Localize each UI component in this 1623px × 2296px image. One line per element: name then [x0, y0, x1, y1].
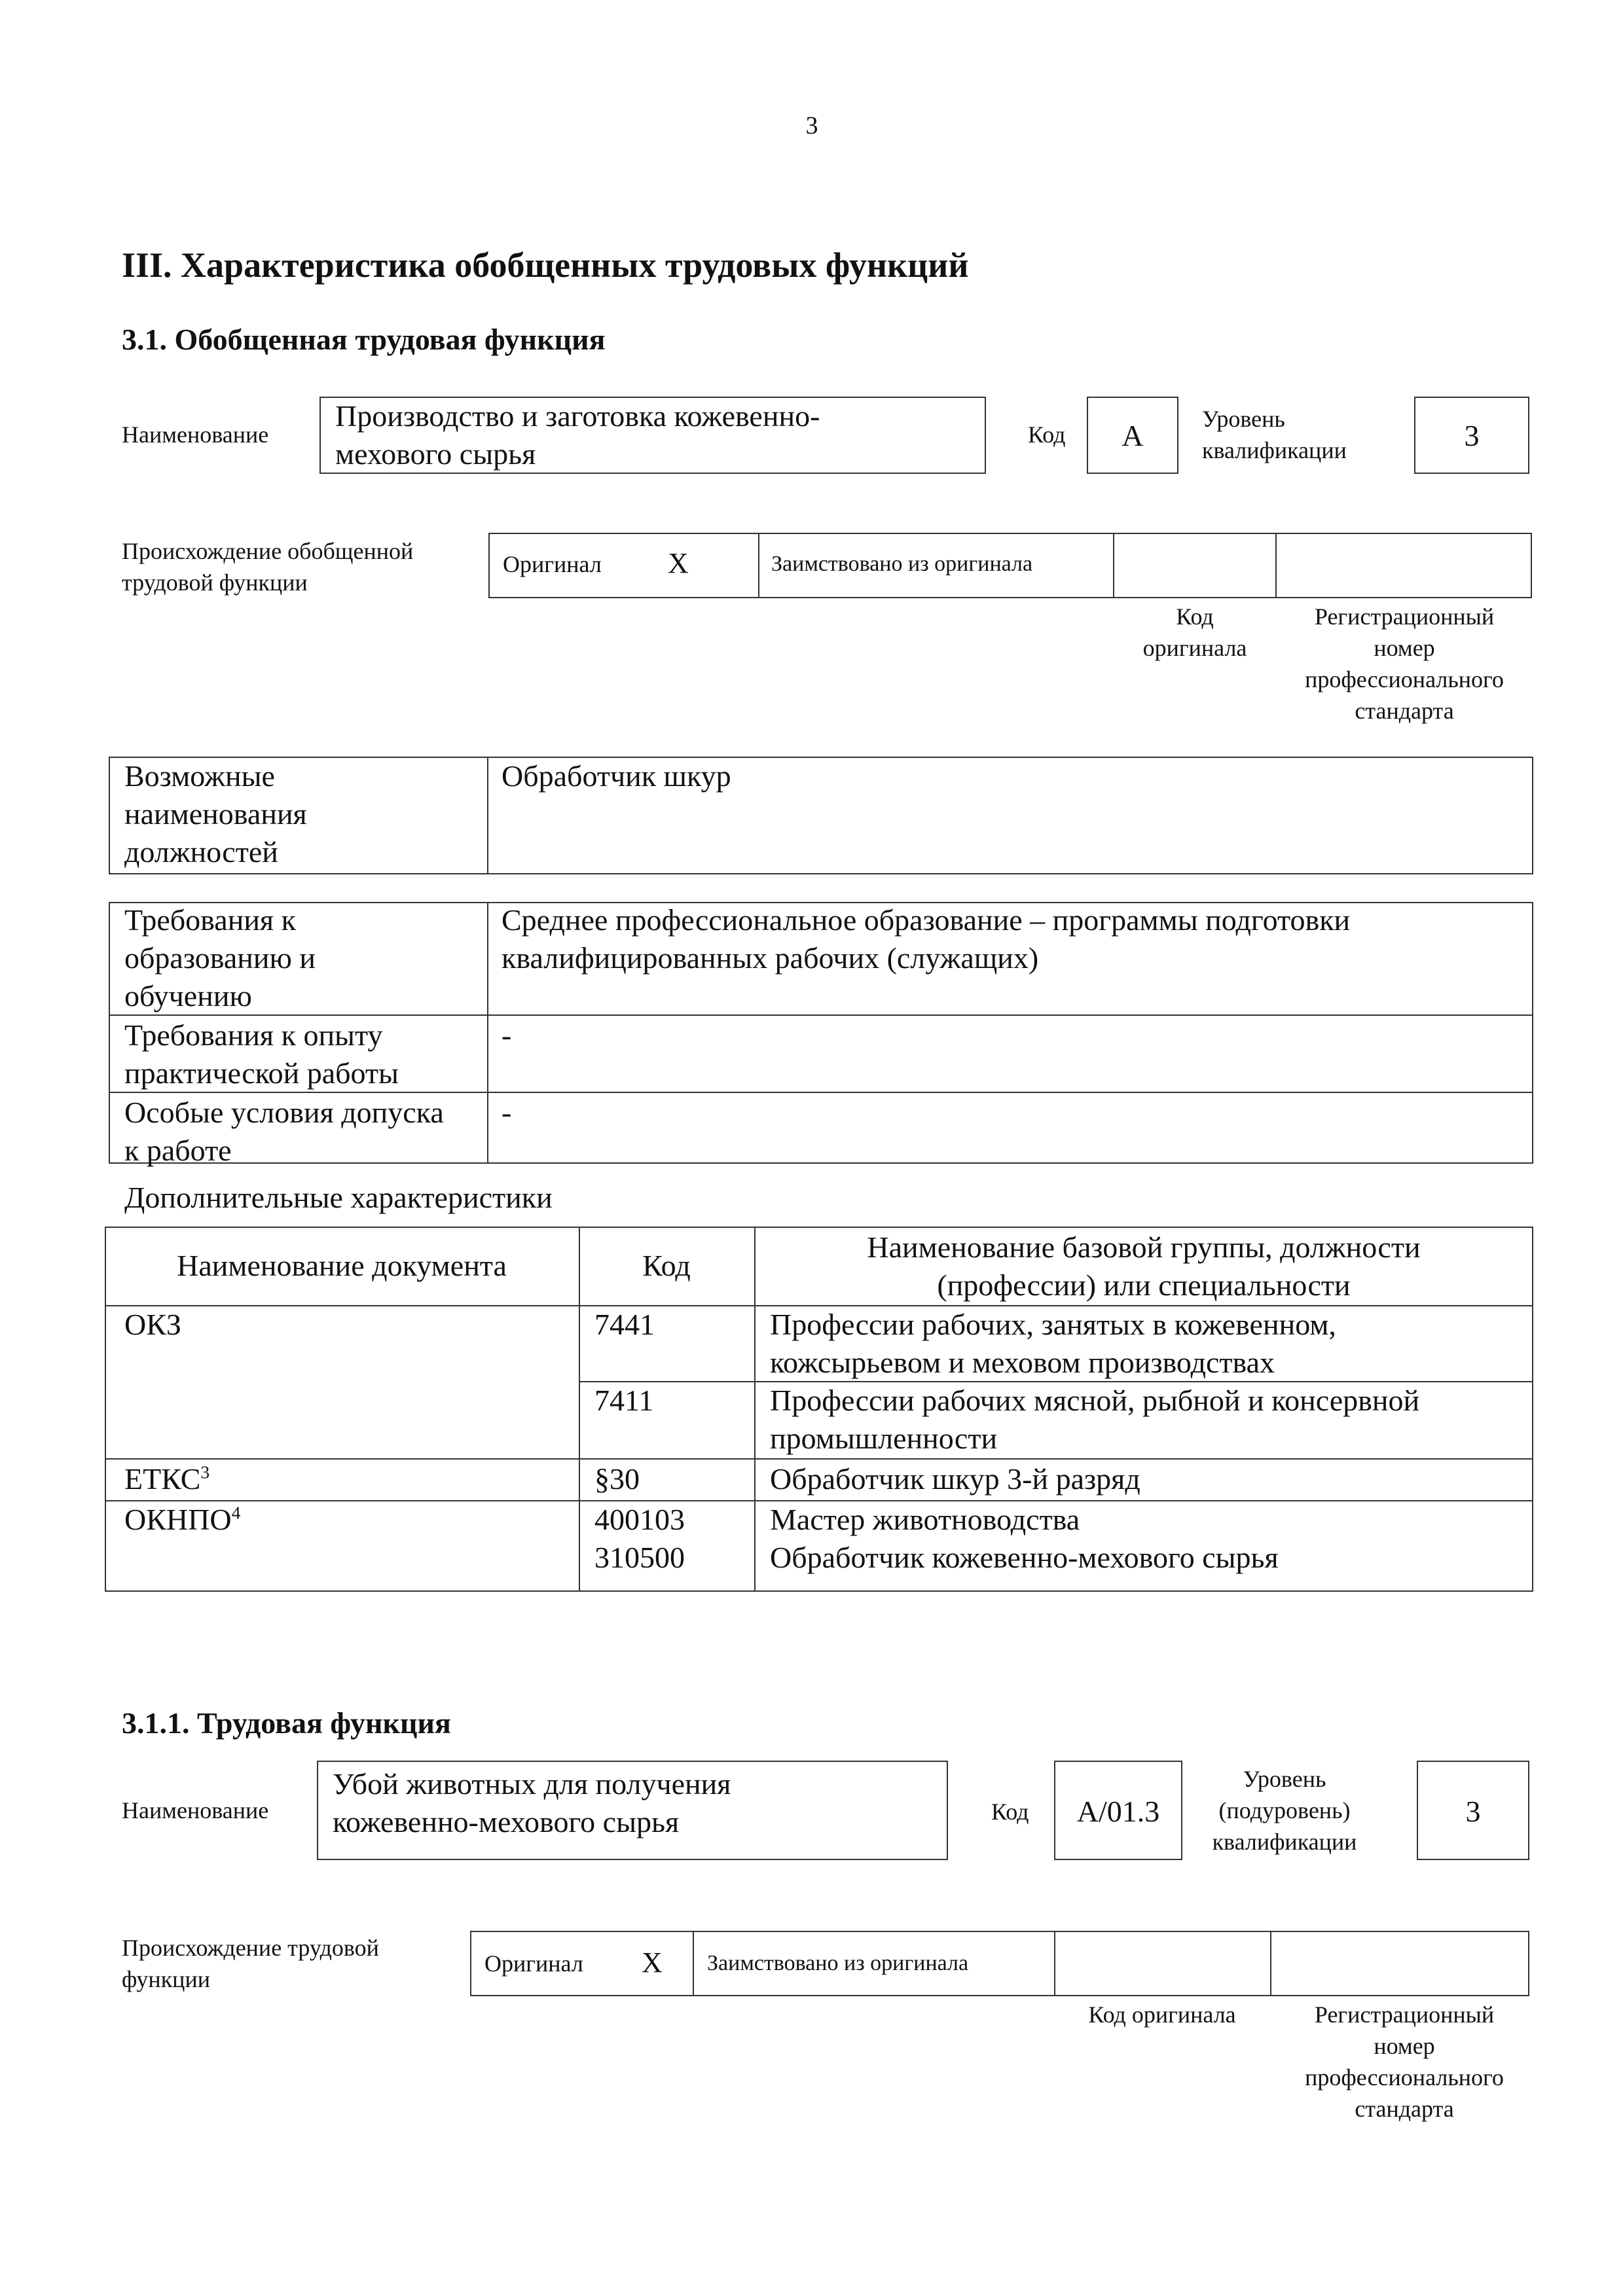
oknpo-name-1: Мастер животноводства — [770, 1503, 1080, 1536]
tf-reg-3: профессионального — [1305, 2064, 1504, 2090]
etks-code: §30 — [594, 1462, 640, 1496]
gtf-reg-2: номер — [1374, 635, 1435, 661]
positions-label-3: должностей — [124, 835, 278, 869]
oknpo-code-2: 310500 — [594, 1541, 685, 1574]
okz-name-2-line2: промышленности — [770, 1422, 998, 1455]
positions-label-1: Возможные — [124, 759, 275, 793]
edu-label-2: образованию и — [124, 941, 316, 975]
exp-value: - — [501, 1018, 512, 1052]
tf-heading: 3.1.1. Трудовая функция — [122, 1706, 451, 1740]
tf-level-label-3: квалификации — [1212, 1829, 1357, 1855]
edu-label-3: обучению — [124, 979, 252, 1013]
okz-name-1-line1: Профессии рабочих, занятых в кожевенном, — [770, 1308, 1336, 1341]
oknpo-code-1: 400103 — [594, 1503, 685, 1536]
gtf-code-value: A — [1122, 419, 1144, 452]
edu-value-2: квалифицированных рабочих (служащих) — [501, 941, 1039, 975]
edu-value-1: Среднее профессиональное образование – программы подготовки — [501, 903, 1351, 937]
tf-origin-table — [470, 1931, 1529, 1996]
positions-label-2: наименования — [124, 797, 307, 831]
gtf-reg-4: стандарта — [1355, 698, 1454, 724]
tf-level-label-1: Уровень — [1243, 1766, 1326, 1792]
okz-name-1-line2: кожсырьевом и меховом производствах — [770, 1346, 1275, 1379]
okz-code-1: 7441 — [594, 1308, 655, 1341]
tf-borrowed-label: Заимствовано из оригинала — [707, 1951, 969, 1975]
gtf-name-line2: мехового сырья — [335, 437, 536, 471]
gtf-name-label: Наименование — [122, 422, 269, 448]
tf-name-line2: кожевенно-мехового сырья — [333, 1805, 680, 1839]
oknpo-name-2: Обработчик кожевенно-мехового сырья — [770, 1541, 1279, 1574]
tf-reg-1: Регистрационный — [1314, 2001, 1495, 2028]
tf-code-original: Код оригинала — [1088, 2001, 1236, 2028]
tf-code-value: A/01.3 — [1076, 1795, 1160, 1828]
gtf-level-value: 3 — [1464, 419, 1480, 452]
gtf-original-mark: X — [668, 547, 689, 579]
cond-value: - — [501, 1096, 512, 1129]
gtf-code-original-2: оригинала — [1142, 635, 1247, 661]
tf-reg-4: стандарта — [1355, 2096, 1454, 2122]
exp-label-2: практической работы — [124, 1056, 399, 1090]
gtf-level-label-2: квалификации — [1202, 437, 1347, 463]
gtf-reg-1: Регистрационный — [1314, 603, 1495, 630]
additional-title: Дополнительные характеристики — [124, 1181, 553, 1214]
gtf-name-line1: Производство и заготовка кожевенно- — [335, 399, 820, 433]
tf-reg-2: номер — [1374, 2033, 1435, 2059]
gtf-level-label-1: Уровень — [1202, 406, 1285, 432]
exp-label-1: Требования к опыту — [124, 1018, 383, 1052]
gtf-original-label: Оригинал — [503, 551, 602, 577]
oknpo-text: ОКНПО — [124, 1503, 232, 1536]
gtf-code-original-1: Код — [1176, 603, 1214, 630]
tf-level-label-2: (подуровень) — [1218, 1797, 1351, 1823]
cond-label-2: к работе — [124, 1134, 232, 1167]
okz-code-2: 7411 — [594, 1384, 654, 1417]
col-name-header-1: Наименование базовой группы, должности — [867, 1230, 1421, 1264]
gtf-code-label: Код — [1028, 422, 1066, 448]
col-name-header-2: (профессии) или специальности — [937, 1268, 1351, 1302]
tf-level-value: 3 — [1465, 1795, 1481, 1828]
etks-text: ЕТКС — [124, 1462, 201, 1496]
tf-original-label: Оригинал — [484, 1950, 583, 1977]
etks-label — [124, 1460, 210, 1499]
gtf-reg-3: профессионального — [1305, 666, 1504, 692]
etks-footnote: 3 — [200, 1462, 210, 1482]
positions-value: Обработчик шкур — [501, 759, 731, 793]
cond-label-1: Особые условия допуска — [124, 1096, 444, 1129]
tf-origin-label-1: Происхождение трудовой — [122, 1935, 379, 1961]
col-doc-header: Наименование документа — [177, 1249, 507, 1282]
tf-original-mark: X — [642, 1946, 663, 1979]
okz-label: ОКЗ — [124, 1308, 181, 1341]
section-title: III. Характеристика обобщенных трудовых функций — [122, 245, 969, 285]
gtf-borrowed-label: Заимствовано из оригинала — [771, 552, 1033, 576]
col-code-header: Код — [642, 1249, 691, 1282]
oknpo-label — [124, 1500, 240, 1539]
tf-origin-label-2: функции — [122, 1966, 210, 1992]
etks-name: Обработчик шкур 3-й разряд — [770, 1462, 1140, 1496]
edu-label-1: Требования к — [124, 903, 296, 937]
tf-name-line1: Убой животных для получения — [333, 1767, 731, 1801]
gtf-origin-label-2: трудовой функции — [122, 569, 308, 596]
page-number: 3 — [805, 112, 818, 139]
okz-name-2-line1: Профессии рабочих мясной, рыбной и консервной — [770, 1384, 1420, 1417]
oknpo-footnote: 4 — [231, 1502, 241, 1523]
tf-name-label: Наименование — [122, 1797, 269, 1823]
tf-code-label: Код — [991, 1799, 1029, 1825]
gtf-origin-label-1: Происхождение обобщенной — [122, 538, 414, 564]
gtf-heading: 3.1. Обобщенная трудовая функция — [122, 323, 606, 356]
positions-table — [109, 757, 1533, 874]
